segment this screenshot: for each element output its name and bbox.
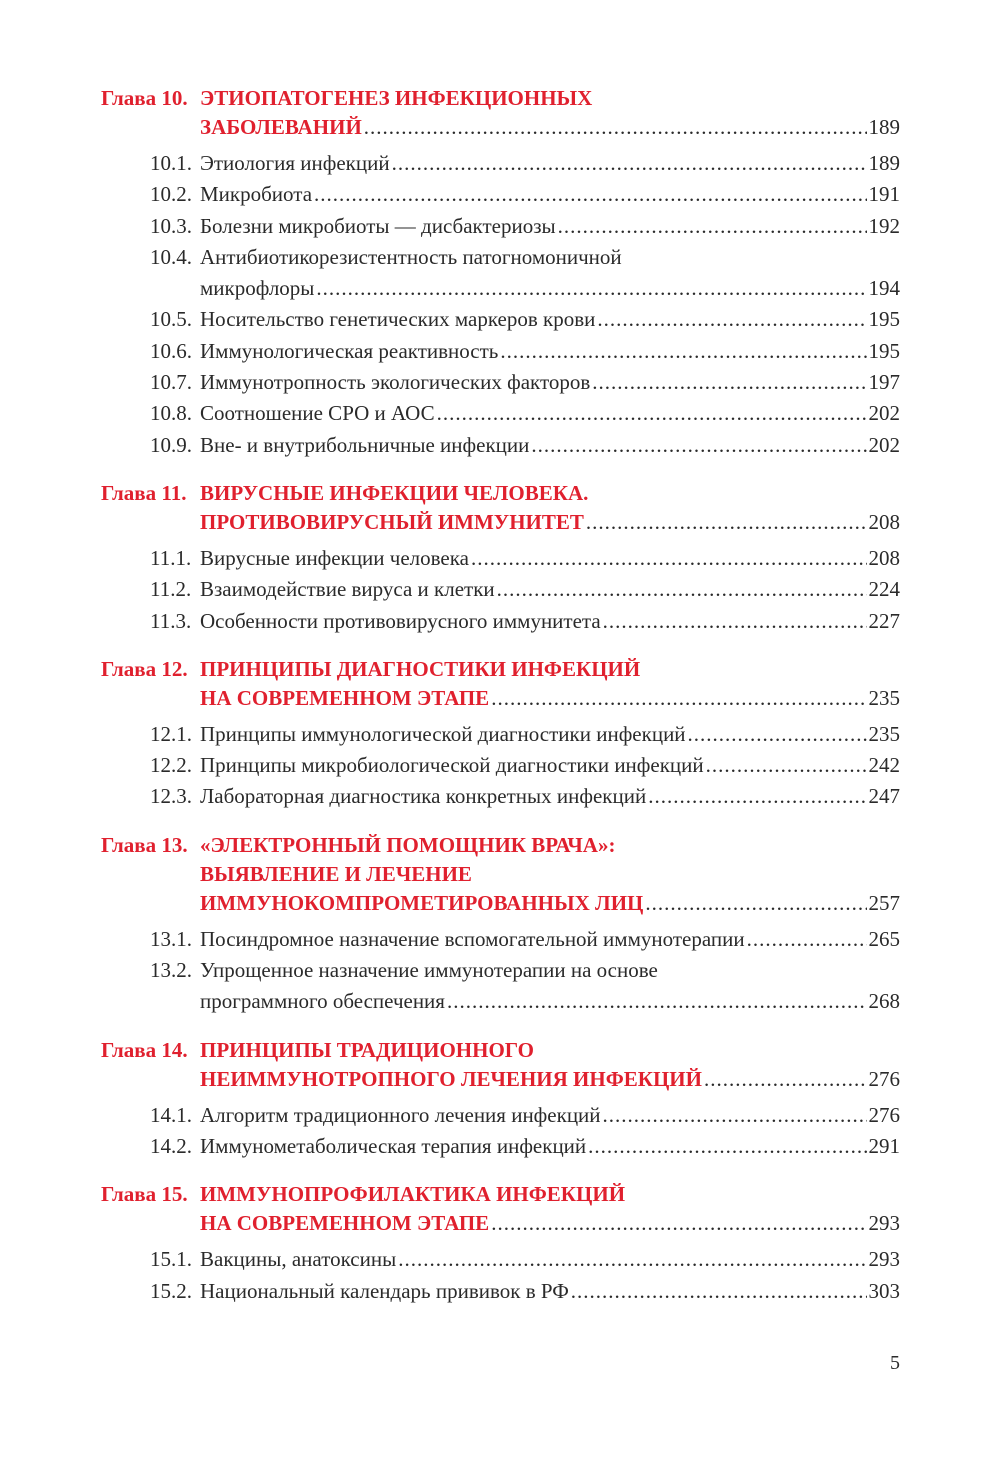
section-line [0,1131,900,1162]
page-ref: 202 [868,432,900,457]
chapter-title-line [0,479,900,508]
dot-leader [571,1276,867,1307]
page-ref: 189 [868,115,900,139]
chapter-label: Глава 13. [101,832,188,857]
chapter-title-line [0,831,900,860]
section-title: Принципы микробиологической диагностики инфекций [200,753,704,778]
section-line [0,719,900,750]
chapter-title-text: НЕИММУНОТРОПНОГО ЛЕЧЕНИЯ ИНФЕКЦИЙ [200,1066,702,1091]
section-line [0,273,900,304]
chapter-title-text: ВИРУСНЫЕ ИНФЕКЦИИ ЧЕЛОВЕКА. [200,480,589,505]
chapter-title-text: ПРИНЦИПЫ ТРАДИЦИОННОГО [200,1037,534,1062]
section-number: 13.2. [150,958,192,983]
chapter-title-text: ЭТИОПАТОГЕНЕЗ ИНФЕКЦИОННЫХ [200,86,593,110]
section-title: Носительство генетических маркеров крови [200,307,596,332]
section-title: программного обеспечения [200,989,445,1014]
chapter-label: Глава 10. [101,86,188,110]
chapter-label: Глава 15. [101,1182,188,1207]
page-ref: 208 [868,509,900,534]
dot-leader [586,508,867,537]
section-entry[interactable] [0,606,1000,637]
section-title: Иммунологическая реактивность [200,338,499,363]
page-ref: 208 [868,545,900,570]
section-title: Принципы иммунологической диагностики инфекций [200,721,686,746]
section-number: 10.8. [150,401,192,426]
page-ref: 257 [868,890,900,915]
chapter-title-text: ИММУНОПРОФИЛАКТИКА ИНФЕКЦИЙ [200,1182,626,1207]
section-line [0,179,900,210]
dot-leader [491,1209,866,1238]
section-number: 15.2. [150,1278,192,1303]
section-title: микрофлоры [200,276,315,301]
dot-leader [392,148,867,179]
section-number: 10.1. [150,151,192,175]
chapter-title-text: ЗАБОЛЕВАНИЙ [200,115,362,139]
chapter-title-line [0,1036,900,1065]
page-number: 5 [890,1352,900,1374]
chapter-label: Глава 14. [101,1037,188,1062]
section-number: 14.1. [150,1102,192,1127]
section-title: Взаимодействие вируса и клетки [200,577,495,602]
chapter-title-line [0,1180,900,1209]
chapter-title-line [0,860,900,889]
section-title: Вирусные инфекции человека [200,545,469,570]
dot-leader [437,398,867,429]
section-line [0,304,900,335]
page-ref: 224 [868,577,900,602]
dot-leader [645,889,866,918]
section-entry[interactable] [0,574,1000,605]
page-ref: 291 [868,1133,900,1158]
section-number: 10.3. [150,213,192,238]
section-entry[interactable] [0,242,1000,305]
section-line [0,924,900,955]
section-list [0,1100,1000,1163]
section-title: Национальный календарь прививок в РФ [200,1278,569,1303]
chapter-title-line [0,508,900,537]
section-number: 12.2. [150,753,192,778]
chapter-entry[interactable] [0,84,1000,461]
chapter-title-line [0,655,900,684]
page-ref: 247 [868,784,900,809]
dot-leader [558,211,867,242]
dot-leader [603,1100,867,1131]
dot-leader [364,113,867,142]
section-title: Упрощенное назначение иммунотерапии на основе [200,958,658,983]
page-ref: 197 [868,370,900,395]
section-number: 11.3. [150,608,192,633]
dot-leader [597,304,866,335]
section-title: Этиология инфекций [200,151,390,175]
page-ref: 276 [868,1102,900,1127]
page-ref: 192 [868,213,900,238]
section-list [0,924,1000,1018]
dot-leader [648,781,866,812]
section-entry[interactable] [0,430,1000,461]
section-entry[interactable] [0,1100,1000,1131]
chapter-label: Глава 12. [101,656,188,681]
page-ref: 191 [868,182,900,207]
page-ref: 189 [868,151,900,175]
section-line [0,367,900,398]
section-line [0,336,900,367]
section-line [0,1100,900,1131]
chapter-entry[interactable] [0,1180,1000,1307]
section-number: 10.9. [150,432,192,457]
section-line [0,211,900,242]
dot-leader [747,924,867,955]
section-entry[interactable] [0,750,1000,781]
table-of-contents [0,84,1000,1325]
section-list [0,1244,1000,1307]
chapter-title-text: ВЫЯВЛЕНИЕ И ЛЕЧЕНИЕ [200,861,472,886]
page-ref: 227 [868,608,900,633]
dot-leader [316,273,866,304]
section-line [0,398,900,429]
section-entry[interactable] [0,924,1000,955]
dot-leader [398,1244,866,1275]
section-title: Алгоритм традиционного лечения инфекций [200,1102,601,1127]
dot-leader [688,719,867,750]
section-title: Болезни микробиоты — дисбактериозы [200,213,556,238]
chapter-title-line [0,1209,900,1238]
section-number: 11.1. [150,545,192,570]
section-title: Соотношение СРО и АОС [200,401,435,426]
section-list [0,148,1000,461]
chapter-title-line [0,113,900,142]
section-line [0,1276,900,1307]
section-list [0,543,1000,637]
section-line [0,606,900,637]
page-ref: 242 [868,753,900,778]
section-entry[interactable] [0,1244,1000,1275]
chapter-title-line [0,684,900,713]
page-ref: 268 [868,989,900,1014]
chapter-title-text: ИММУНОКОМПРОМЕТИРОВАННЫХ ЛИЦ [200,890,644,915]
page-ref: 194 [868,276,900,301]
section-number: 14.2. [150,1133,192,1158]
section-entry[interactable] [0,398,1000,429]
section-entry[interactable] [0,367,1000,398]
section-entry[interactable] [0,781,1000,812]
section-line [0,430,900,461]
dot-leader [592,367,866,398]
section-line [0,781,900,812]
section-line [0,750,900,781]
section-entry[interactable] [0,1276,1000,1307]
dot-leader [447,986,867,1017]
section-entry[interactable] [0,336,1000,367]
page-ref: 235 [868,685,900,710]
section-entry[interactable] [0,1131,1000,1162]
page-ref: 265 [868,926,900,951]
section-number: 12.1. [150,721,192,746]
dot-leader [491,684,866,713]
chapter-title-line [0,84,900,113]
chapter-title-line [0,1065,900,1094]
section-entry[interactable] [0,179,1000,210]
page-ref: 195 [868,338,900,363]
page-ref: 195 [868,307,900,332]
dot-leader [603,606,867,637]
dot-leader [471,543,867,574]
section-number: 13.1. [150,926,192,951]
section-title: Иммунометаболическая терапия инфекций [200,1133,587,1158]
chapter-title-text: НА СОВРЕМЕННОМ ЭТАПЕ [200,685,490,710]
section-line [0,148,900,179]
section-line [0,242,900,273]
section-number: 10.2. [150,182,192,207]
dot-leader [588,1131,866,1162]
section-number: 10.6. [150,338,192,363]
dot-leader [500,336,866,367]
section-line [0,1244,900,1275]
section-entry[interactable] [0,304,1000,335]
chapter-title-line [0,889,900,918]
dot-leader [704,1065,867,1094]
page-ref: 202 [868,401,900,426]
section-entry[interactable] [0,719,1000,750]
chapter-title-text: ПРИНЦИПЫ ДИАГНОСТИКИ ИНФЕКЦИЙ [200,656,641,681]
section-title: Посиндромное назначение вспомогательной иммунотерапии [200,926,745,951]
section-title: Антибиотикорезистентность патогномоничной [200,244,622,269]
section-line [0,543,900,574]
dot-leader [706,750,867,781]
section-number: 11.2. [150,577,192,602]
section-entry[interactable] [0,543,1000,574]
page-ref: 293 [868,1211,900,1236]
section-title: Особенности противовирусного иммунитета [200,608,601,633]
section-title: Вне- и внутрибольничные инфекции [200,432,530,457]
section-number: 12.3. [150,784,192,809]
section-number: 10.5. [150,307,192,332]
dot-leader [497,574,867,605]
page-ref: 293 [868,1247,900,1272]
section-title: Вакцины, анатоксины [200,1247,397,1272]
dot-leader [314,179,866,210]
section-entry[interactable] [0,211,1000,242]
section-line [0,986,900,1017]
section-number: 15.1. [150,1247,192,1272]
chapter-title-text: ПРОТИВОВИРУСНЫЙ ИММУНИТЕТ [200,509,584,534]
section-line [0,955,900,986]
page-ref: 276 [868,1066,900,1091]
chapter-entry[interactable] [0,655,1000,813]
section-number: 10.4. [150,244,192,269]
section-title: Лабораторная диагностика конкретных инфекций [200,784,647,809]
page-ref: 303 [868,1278,900,1303]
section-entry[interactable] [0,955,1000,1018]
section-number: 10.7. [150,370,192,395]
chapter-entry[interactable] [0,479,1000,637]
section-line [0,574,900,605]
section-title: Иммунотропность экологических факторов [200,370,591,395]
dot-leader [531,430,866,461]
section-title: Микробиота [200,182,313,207]
chapter-title-text: «ЭЛЕКТРОННЫЙ ПОМОЩНИК ВРАЧА»: [200,832,616,857]
section-list [0,719,1000,813]
chapter-entry[interactable] [0,831,1000,1018]
section-entry[interactable] [0,148,1000,179]
chapter-label: Глава 11. [101,480,187,505]
chapter-title-text: НА СОВРЕМЕННОМ ЭТАПЕ [200,1211,490,1236]
chapter-entry[interactable] [0,1036,1000,1163]
page-ref: 235 [868,721,900,746]
